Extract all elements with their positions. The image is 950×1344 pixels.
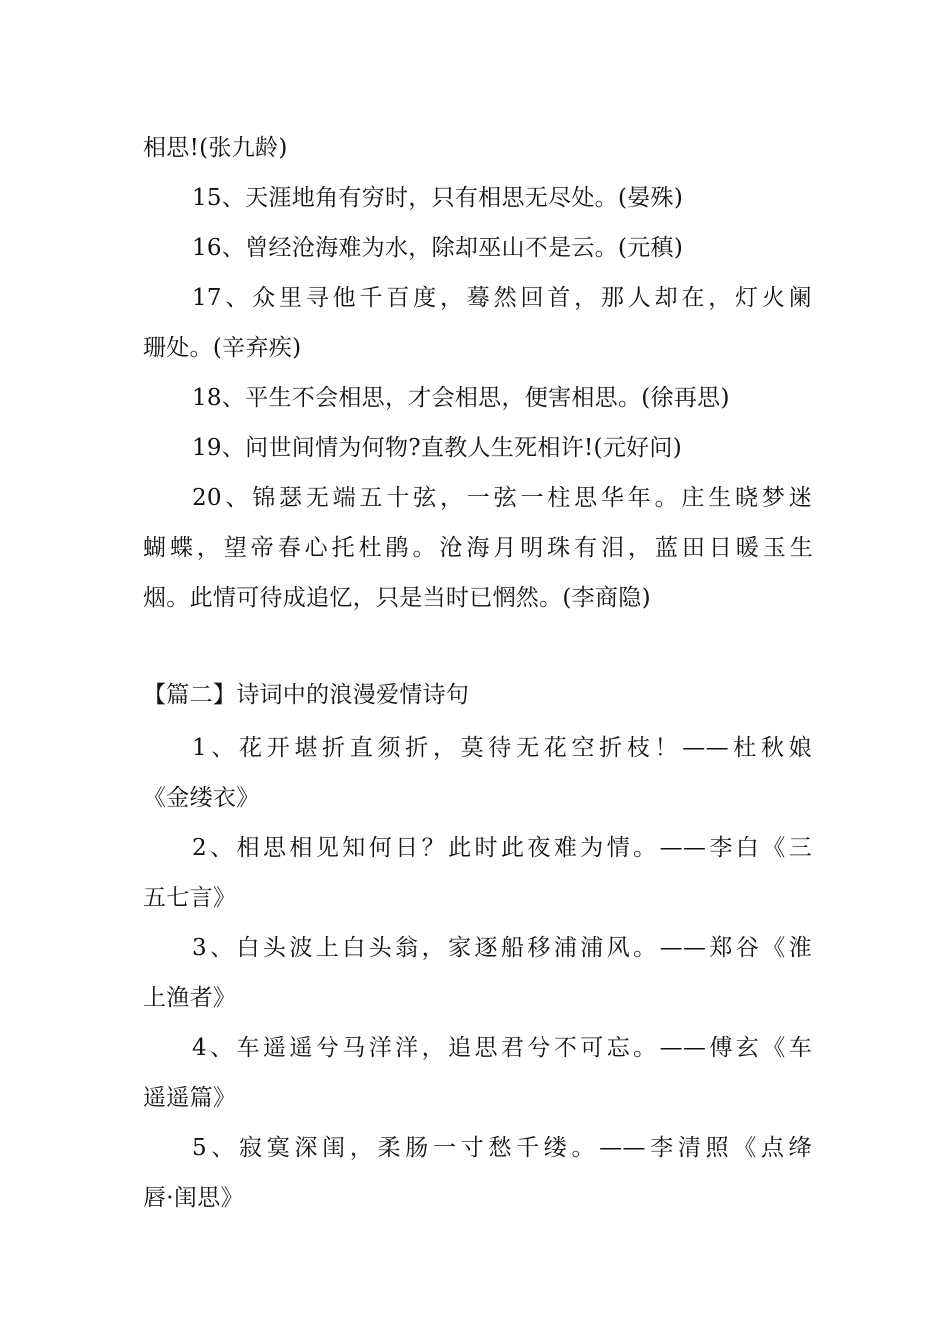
poem-line-18: 18、平生不会相思，才会相思，便害相思。(徐再思) [192, 385, 730, 411]
love-line-3: 3、白头波上白头翁，家逐船移浦浦风。——郑谷《淮 [192, 935, 812, 961]
love-line-1: 1、花开堪折直须折，莫待无花空折枝！——杜秋娘 [192, 735, 812, 761]
love-line-5-continued: 唇·闺思》 [143, 1185, 244, 1211]
poem-line-17: 17、众里寻他千百度，蓦然回首，那人却在，灯火阑 [192, 285, 812, 311]
section-heading: 【篇二】诗词中的浪漫爱情诗句 [143, 682, 470, 708]
love-line-4-continued: 遥遥篇》 [143, 1085, 237, 1111]
love-line-3-continued: 上渔者》 [143, 985, 237, 1011]
poem-line-20-continued-2: 烟。此情可待成追忆，只是当时已惘然。(李商隐) [143, 585, 651, 611]
poem-line-20-continued-1: 蝴蝶，望帝春心托杜鹃。沧海月明珠有泪，蓝田日暖玉生 [143, 535, 813, 561]
poem-line-16: 16、曾经沧海难为水，除却巫山不是云。(元稹) [192, 235, 684, 261]
love-line-2: 2、相思相见知何日？此时此夜难为情。——李白《三 [192, 835, 812, 861]
poem-line-17-continued: 珊处。(辛弃疾) [143, 335, 302, 361]
love-line-5: 5、寂寞深闺，柔肠一寸愁千缕。——李清照《点绛 [192, 1135, 812, 1161]
poem-line-20: 20、锦瑟无端五十弦，一弦一柱思华年。庄生晓梦迷 [192, 485, 812, 511]
love-line-2-continued: 五七言》 [143, 885, 237, 911]
poem-line-15: 15、天涯地角有穷时，只有相思无尽处。(晏殊) [192, 185, 684, 211]
love-line-4: 4、车遥遥兮马洋洋，追思君兮不可忘。——傅玄《车 [192, 1035, 812, 1061]
poem-line-19: 19、问世间情为何物?直教人生死相许!(元好问) [192, 435, 682, 461]
love-line-1-continued: 《金缕衣》 [143, 785, 260, 811]
poem-line-14-continued: 相思!(张九龄) [143, 135, 288, 161]
